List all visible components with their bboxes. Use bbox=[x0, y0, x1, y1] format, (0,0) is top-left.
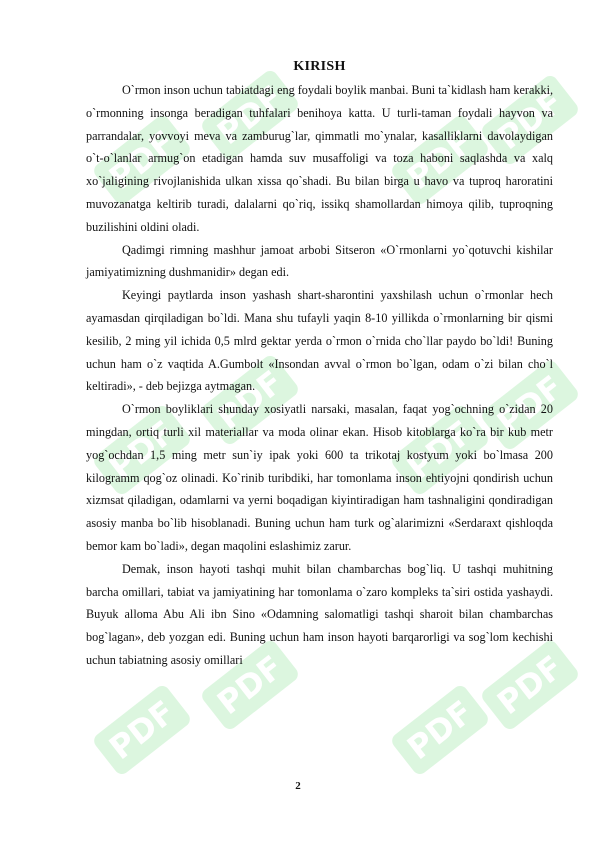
document-title: KIRISH bbox=[293, 59, 346, 74]
svg-text:PDF: PDF bbox=[101, 412, 183, 488]
svg-text:PDF: PDF bbox=[399, 122, 481, 198]
page-number: 2 bbox=[295, 780, 301, 792]
svg-text:PDF: PDF bbox=[399, 412, 481, 488]
svg-text:PDF: PDF bbox=[489, 82, 571, 158]
svg-text:PDF: PDF bbox=[209, 362, 291, 438]
svg-text:PDF: PDF bbox=[101, 122, 183, 198]
svg-text:PDF: PDF bbox=[209, 647, 291, 723]
document-body bbox=[86, 58, 553, 672]
watermark-logo bbox=[82, 670, 202, 790]
paragraph: Qadimgi rimning mashhur jamoat arbobi Sitseron «O`rmonlarni yo`qotuvchi kishilar jamiyatimizning dushmanidir» degan edi. bbox=[86, 242, 553, 280]
svg-text:PDF: PDF bbox=[101, 692, 183, 768]
paragraph: O`rmon boyliklari shunday xosiyatli narsaki, masalan, faqat yog`ochning o`zidan 20 mingdan, ortiq turli xil materiallar va moda olinar ekan. Hisob kitoblarga ko`ra bir kub metr yog`ochdan 1,5 ming metr sun`iy ipak yoki 600 ta trikotaj kostyum yoki bo`lmasa 200 kilogramm qog`oz olinadi. Ko`rinib turibdiki, har tomonlama inson ehtiyojni qondirish uchun xizmsat qiladigan, odamlarni va yerni boqadigan kiyintiradigan ham tashnaligini qondiradigan asosiy manba bo`lib hisoblanadi. Buning uchun ham turk og`alarimizni «Serdaraxt qishloqda bemor kam bo`ladi», degan maqolini eslashimiz zarur. bbox=[86, 402, 553, 553]
svg-text:PDF: PDF bbox=[489, 367, 571, 443]
paragraph: Demak, inson hayoti tashqi muhit bilan chambarchas bog`liq. U tashqi muhitning barcha omillari, tabiat va jamiyatining har tomonlama o`zaro kompleks ta`siri ostida yashaydi. Buyuk alloma Abu Ali ibn Sino «Odamning salomatligi tashqi sharoit bilan chambarchas bog`lagan», deb yozgan edi. Buning uchun ham inson hayoti barqarorligi va sog`lom kechishi uchun tabiatning asosiy omillari bbox=[86, 561, 553, 667]
paragraph: O`rmon inson uchun tabiatdagi eng foydali boylik manbai. Buni ta`kidlash ham kerakki, o`rmonning insonga beradigan tuhfalari benihoya katta. U turli-taman foydali hayvon va parrandalar, yovvoyi meva va zamburug`lar, qimmatli mo`ynalar, kasalliklarni davolaydigan o`t-o`lanlar armug`on etadigan hamda suv musaffoligi va toza haboni saqlashda va xalq xo`jaligining rivojlanishida ulkan xissa qo`shadi. Bu bilan birga u havo va tuproq haroratini muvozanatga keltirib turadi, dalalarni qo`riq, issikq shamollardan himoya qilib, tuproqning buzilishini oldini oladi. bbox=[86, 83, 553, 234]
svg-text:PDF: PDF bbox=[209, 77, 291, 153]
paragraph: Keyingi paytlarda inson yashash shart-sharontini yaxshilash uchun o`rmonlar hech ayamasdan qirqiladigan bo`ldi. Mana shu tufayli yaqin 8-10 yillikda o`rmonlarning bir qismi kesilib, 2 ming yil ichida 0,5 mlrd gektar yerda o`rmon o`rnida cho`llar paydo bo`ldi! Buning uchun ham o`z vaqtida A.Gumbolt «Insondan avval o`rmon bo`lgan, odam o`zi bilan cho`l keltiradi», - deb bejizga aytmagan. bbox=[86, 288, 553, 394]
svg-text:PDF: PDF bbox=[489, 647, 571, 723]
svg-text:PDF: PDF bbox=[399, 692, 481, 768]
